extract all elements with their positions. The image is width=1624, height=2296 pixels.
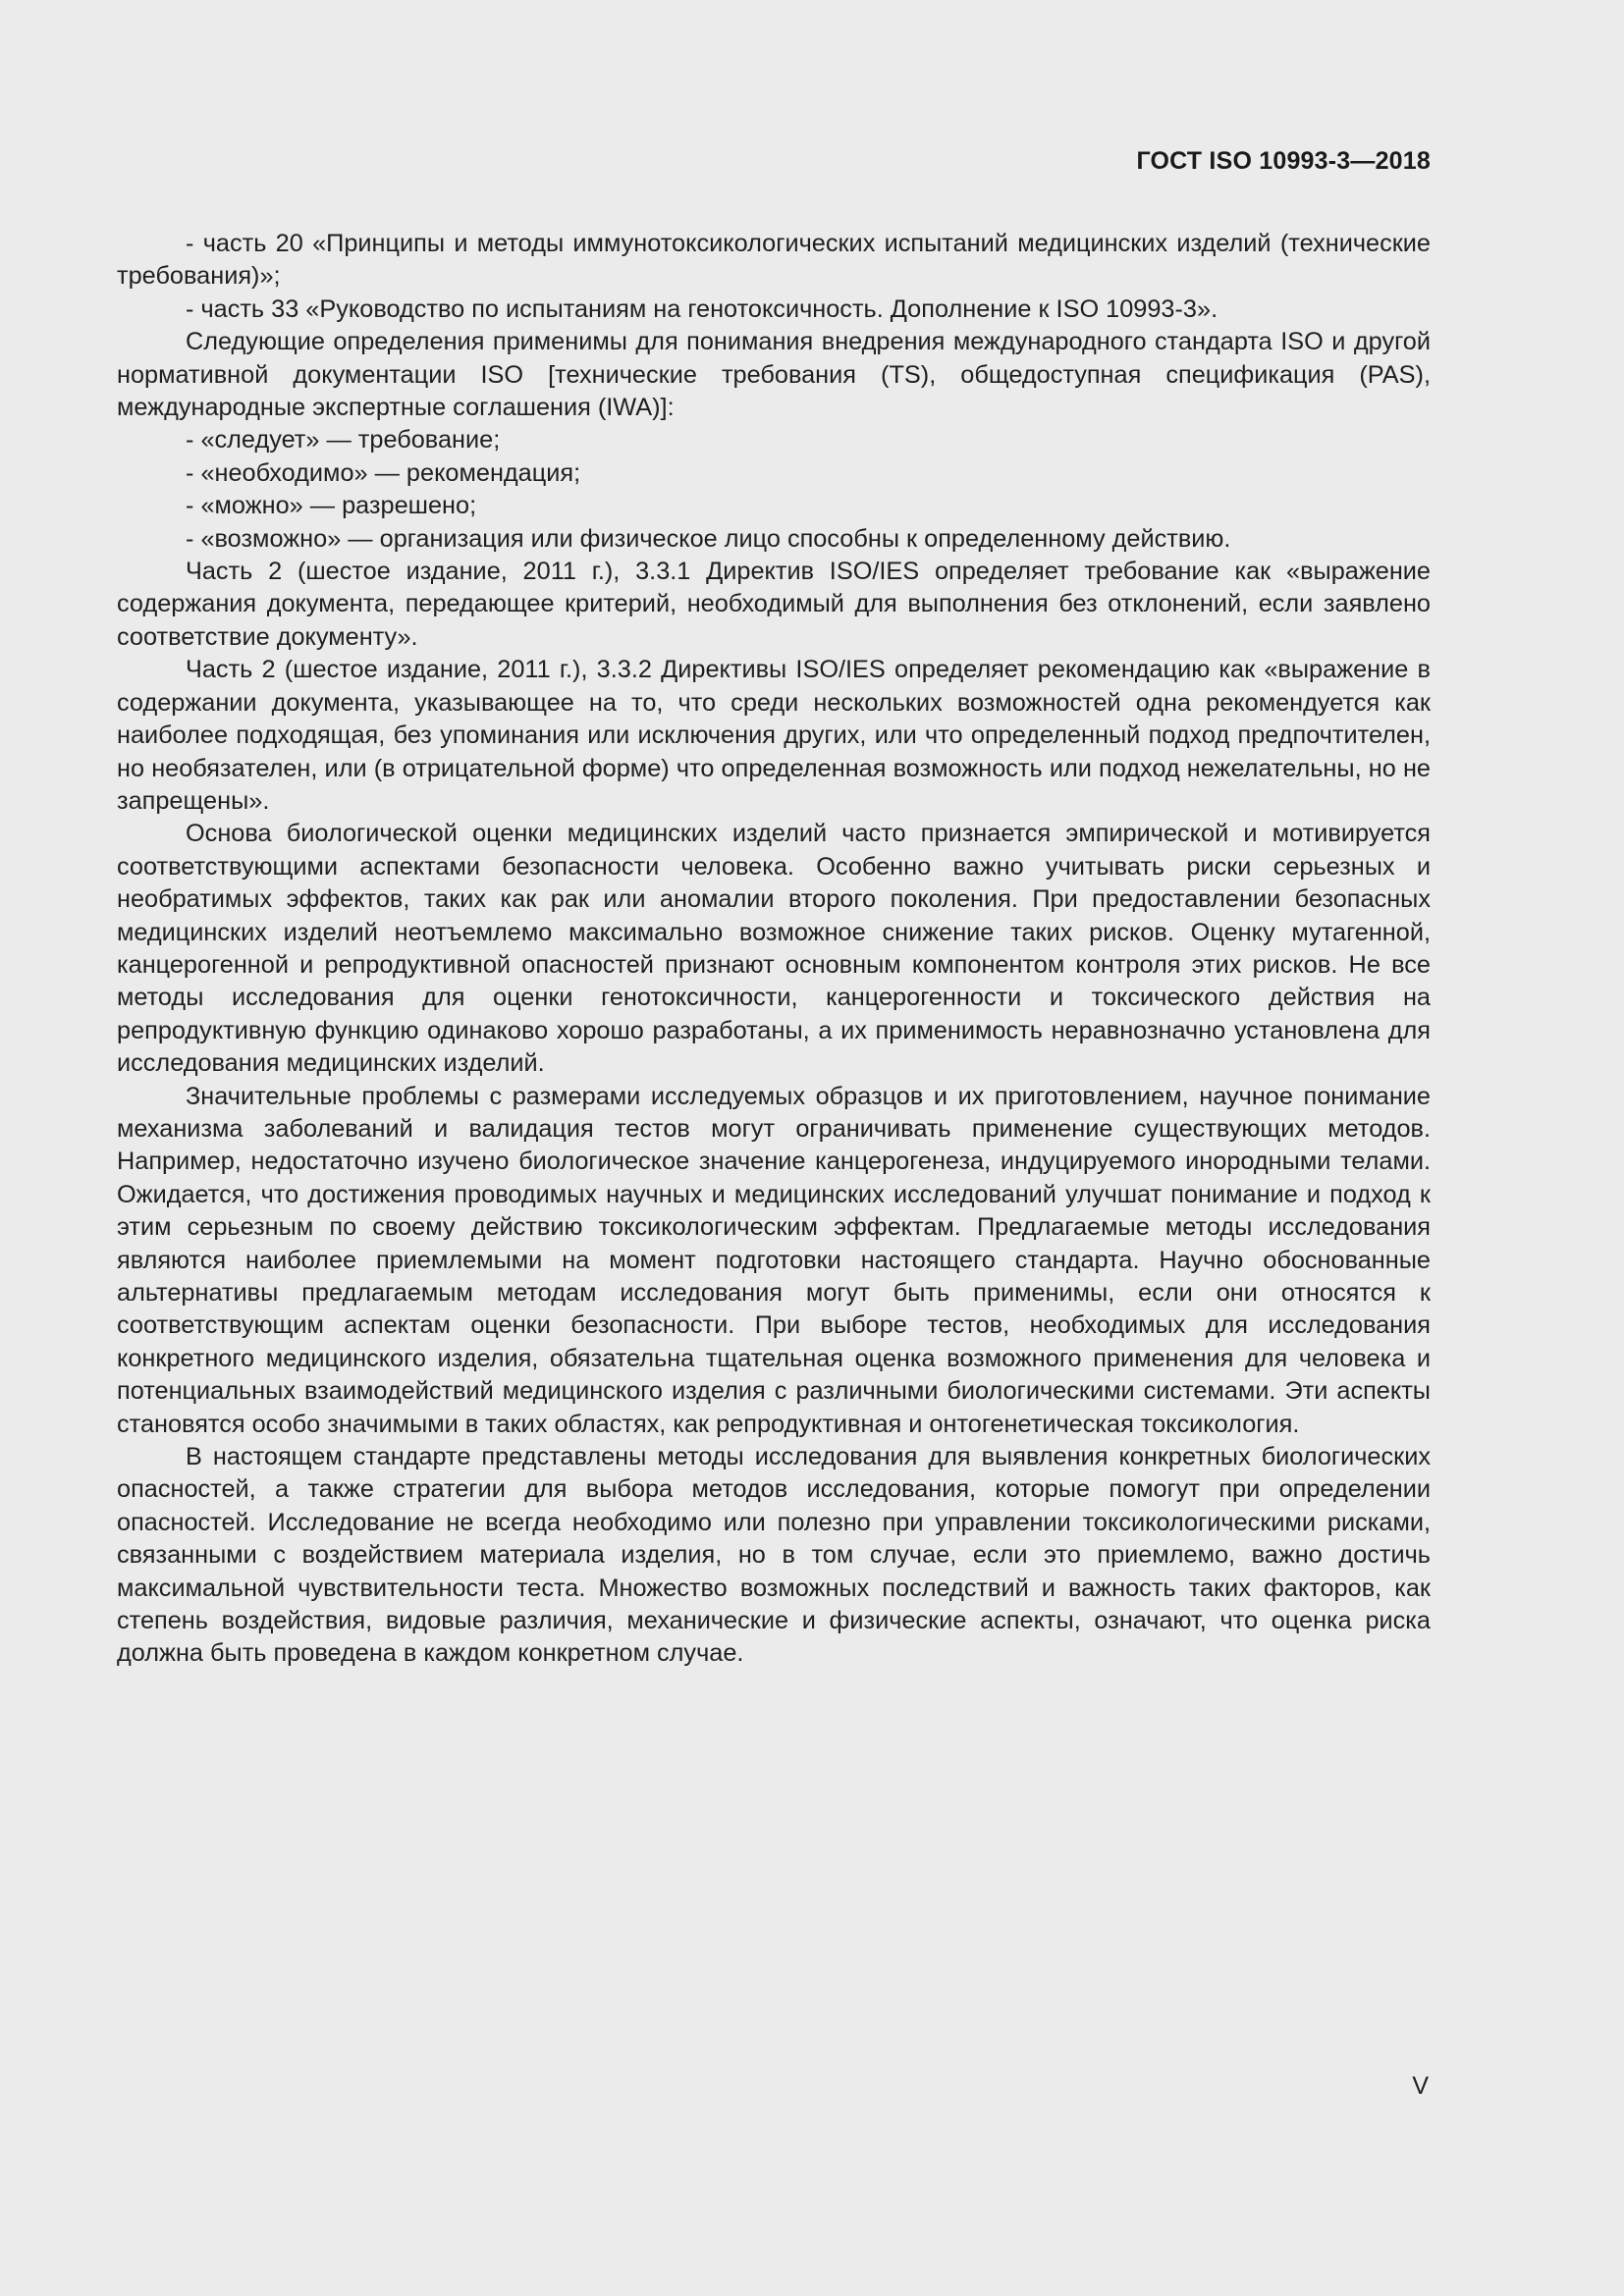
paragraph-standard-scope: В настоящем стандарте представлены методы исследования для выявления конкретных биологических опасностей, а также стратегии для выбора методов исследования, которые помогут при определении опасностей. Исследование не всегда необходимо или полезно при управлении токсикологическими рисками, связанными с воздействием материала изделия, но в том случае, если это приемлемо, важно достичь максимальной чувствительности теста. Множество возможных последствий и важность таких факторов, как степень воздействия, видовые различия, механические и физические аспекты, означают, что оценка риска должна быть проведена в каждом конкретном случае.	[117, 1443, 1431, 1668]
list-item-part-20: - часть 20 «Принципы и методы иммунотоксикологических испытаний медицинских изделий (технические требования)»;	[117, 230, 1431, 291]
list-item-may: - «можно» — разрешено;	[186, 492, 477, 520]
paragraph-recommendation-definition: Часть 2 (шестое издание, 2011 г.), 3.3.2 Директивы ISO/IES определяет рекомендацию как «выражение в содержании документа, указывающее на то, что среди нескольких возможностей одна рекомендуется как наиболее подходящая, без упоминания или исключения других, или что определенный подход предпочтителен, но необязателен, или (в отрицательной форме) что определенная возможность или подход нежелательны, но не запрещены».	[117, 656, 1431, 815]
list-item-part-33: - часть 33 «Руководство по испытаниям на генотоксичность. Дополнение к ISO 10993-3».	[186, 294, 1218, 323]
paragraph-requirement-definition: Часть 2 (шестое издание, 2011 г.), 3.3.1 Директив ISO/IES определяет требование как «выражение содержания документа, передающее критерий, необходимый для выполнения без отклонений, если заявлено соответствие документу».	[117, 558, 1431, 651]
paragraph-biological-evaluation: Основа биологической оценки медицинских изделий часто признается эмпирической и мотивируется соответствующими аспектами безопасности человека. Особенно важно учитывать риски серьезных и необратимых эффектов, таких как рак или аномалии второго поколения. При предоставлении безопасных медицинских изделий неотъемлемо максимально возможное снижение таких рисков. Оценку мутагенной, канцерогенной и репродуктивной опасностей признают основным компонентом контроля этих рисков. Не все методы исследования для оценки генотоксичности, канцерогенности и токсического действия на репродуктивную функцию одинаково хорошо разработаны, а их применимость неравнозначно установлена для исследования медицинских изделий.	[117, 820, 1431, 1078]
list-item-shall: - «следует» — требование;	[186, 426, 501, 454]
paragraph-definitions-intro: Следующие определения применимы для понимания внедрения международного стандарта ISO и другой нормативной документации ISO [технические требования (TS), общедоступная спецификация (PAS), международные экспертные соглашения (IWA)]:	[117, 328, 1431, 422]
document-body	[117, 228, 1431, 1671]
page-number: V	[1412, 2072, 1429, 2100]
list-item-can: - «возможно» — организация или физическое лицо способны к определенному действию.	[186, 524, 1231, 553]
list-item-should: - «необходимо» — рекомендация;	[186, 458, 581, 487]
document-header-title: ГОСТ ISO 10993-3—2018	[1136, 147, 1431, 175]
paragraph-significant-problems: Значительные проблемы с размерами исследуемых образцов и их приготовлением, научное понимание механизма заболеваний и валидация тестов могут ограничивать применение существующих методов. Например, недостаточно изучено биологическое значение канцерогенеза, индуцируемого инородными телами. Ожидается, что достижения проводимых научных и медицинских исследований улучшат понимание и подход к этим серьезным по своему действию токсикологическим эффектам. Предлагаемые методы исследования являются наиболее приемлемыми на момент подготовки настоящего стандарта. Научно обоснованные альтернативы предлагаемым методам исследования могут быть применимы, если они относятся к соответствующим аспектам оценки безопасности. При выборе тестов, необходимых для исследования конкретного медицинского изделия, обязательна тщательная оценка возможного применения для человека и потенциальных взаимодействий медицинского изделия с различными биологическими системами. Эти аспекты становятся особо значимыми в таких областях, как репродуктивная и онтогенетическая токсикология.	[117, 1082, 1431, 1438]
